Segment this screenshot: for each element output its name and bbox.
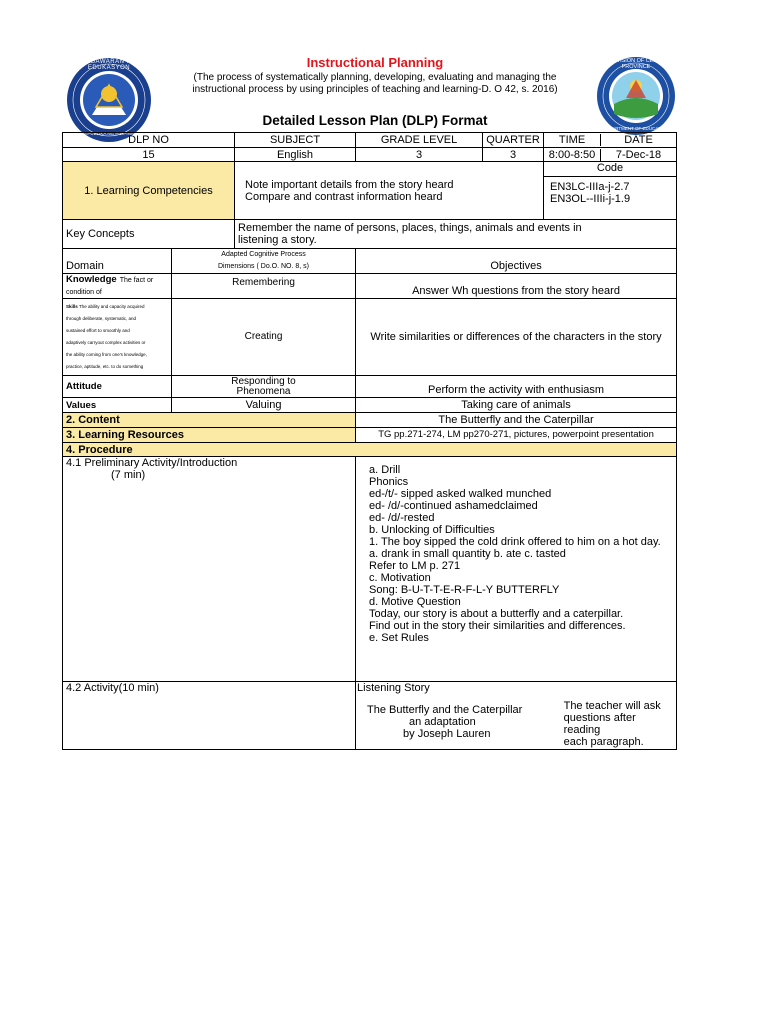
preliminary-activity-label-cell (63, 457, 356, 682)
deped-seal-text: KAGAWARAN NG EDUKASYON (81, 59, 137, 71)
knowledge-label: Knowledge (66, 274, 117, 285)
domain-label (63, 249, 172, 274)
attitude-level (172, 376, 356, 398)
deped-seal-bottom-text: REPUBLIKA NG PILIPINAS (81, 131, 137, 136)
knowledge-desc-1: The fact or (119, 277, 154, 284)
skills-desc-4: adaptively carryout complex activities or (66, 340, 146, 345)
prelim-line: Today, our story is about a butterfly and a caterpillar. (369, 608, 624, 620)
content-label: 2. Content (63, 413, 356, 428)
division-seal-bottom-text: DEPARTMENT OF EDUCATION (603, 126, 669, 131)
adapted-line-1: Adapted Cognitive Process (221, 251, 306, 258)
preliminary-activity-time: (7 min) (111, 469, 146, 481)
key-concepts-value (235, 220, 677, 249)
division-seal-text: DIVISION OF CEBU PROVINCE (610, 58, 662, 70)
code-label: Code (544, 162, 676, 177)
head-grade-level: GRADE LEVEL (356, 133, 483, 148)
head-date: DATE (624, 134, 653, 146)
head-dlp-no: DLP NO (63, 133, 235, 148)
learning-resources-label: 3. Learning Resources (63, 428, 356, 443)
header-subtitle-line-1: (The process of systematically planning, developing, evaluating and managing the (193, 72, 557, 83)
prelim-line: e. Set Rules (369, 632, 429, 644)
value-quarter: 3 (483, 148, 544, 162)
skills-objective: Write similarities or differences of the characters in the story (356, 299, 677, 376)
objectives-label-text: Objectives (490, 260, 542, 272)
values-label: Values (63, 398, 172, 413)
story-author: by Joseph Lauren (403, 728, 491, 740)
prelim-line: Song: B-U-T-T-E-R-F-L-Y BUTTERFLY (369, 584, 560, 596)
header-subtitle-line-2: instructional process by using principles of teaching and learning-D. O 42, s. 2016) (192, 84, 558, 95)
story-title: The Butterfly and the Caterpillar (367, 704, 523, 716)
prelim-line: a. Drill (369, 464, 401, 476)
learning-resources-value: TG pp.271-274, LM pp270-271, pictures, powerpoint presentation (356, 428, 677, 443)
skills-desc-3: sustained effort to smoothly and (66, 328, 130, 333)
head-time-date (544, 133, 677, 148)
skills-label: Skills (66, 304, 78, 309)
key-concepts-label: Key Concepts (63, 220, 235, 249)
prelim-line: 1. The boy sipped the cold drink offered to him on a hot day. (369, 536, 661, 548)
knowledge-desc-2: condition of (66, 289, 102, 296)
values-level: Valuing (172, 398, 356, 413)
code-2: EN3OL--IIIi-j-1.9 (550, 193, 631, 205)
dlp-table (62, 132, 677, 750)
head-subject: SUBJECT (235, 133, 356, 148)
value-dlp-no: 15 (63, 148, 235, 162)
head-quarter: QUARTER (483, 133, 544, 148)
prelim-line: Phonics (369, 476, 409, 488)
teacher-note-3: each paragraph. (563, 736, 644, 748)
value-time-date (544, 148, 677, 162)
attitude-objective: Perform the activity with enthusiasm (356, 376, 677, 398)
skills-desc-2: through deliberate, systematic, and (66, 316, 137, 321)
teacher-note-2: questions after reading (563, 712, 636, 736)
knowledge-level: Remembering (172, 274, 356, 299)
prelim-line: c. Motivation (369, 572, 431, 584)
domain-label-text: Domain (66, 260, 104, 272)
objectives-label (356, 249, 677, 274)
prelim-line: Refer to LM p. 271 (369, 560, 461, 572)
competency-1: Note important details from the story heard (245, 178, 454, 191)
skills-desc-5: the ability coming from one's knowledge, (66, 352, 147, 357)
competency-2: Compare and contrast information heard (245, 190, 443, 203)
skills-level: Creating (172, 299, 356, 376)
listening-story-label: Listening Story (357, 682, 430, 694)
skills-label-cell (63, 299, 172, 376)
attitude-level-1: Responding to (231, 375, 296, 387)
preliminary-activity-label: 4.1 Preliminary Activity/Introduction (66, 457, 238, 469)
knowledge-label-cell (63, 274, 172, 299)
procedure-label: 4. Procedure (63, 443, 677, 457)
skills-desc-6: practice, aptitude, etc. to do something (66, 364, 144, 369)
value-time: 8:00-8:50 (544, 149, 601, 161)
prelim-line: d. Motive Question (369, 596, 461, 608)
prelim-line: a. drank in small quantity b. ate c. tasted (369, 548, 566, 560)
head-time: TIME (544, 134, 601, 146)
value-subject: English (235, 148, 356, 162)
prelim-line: Find out in the story their similarities and differences. (369, 620, 626, 632)
activity-content (356, 682, 677, 750)
code-cell (544, 162, 677, 220)
knowledge-objective: Answer Wh questions from the story heard (356, 274, 677, 299)
activity-label: 4.2 Activity(10 min) (63, 682, 356, 750)
code-1: EN3LC-IIIa-j-2.7 (550, 181, 630, 193)
value-date: 7-Dec-18 (615, 148, 662, 161)
key-concepts-line-2: listening a story. (238, 234, 317, 246)
adapted-dimensions-label (172, 249, 356, 274)
adapted-line-2: Dimensions ( Do.O. NO. 8, s) (217, 263, 310, 270)
key-concepts-line-1: Remember the name of persons, places, things, animals and events in (238, 222, 582, 234)
teacher-note-1: The teacher will ask (563, 700, 661, 712)
content-value: The Butterfly and the Caterpillar (356, 413, 677, 428)
prelim-line: ed- /d/-continued ashamedclaimed (369, 500, 538, 512)
prelim-line: b. Unlocking of Difficulties (369, 524, 495, 536)
skills-desc-1: The ability and capacity acquired (78, 304, 145, 309)
document-title: Detailed Lesson Plan (DLP) Format (262, 113, 488, 128)
learning-competencies-label: 1. Learning Competencies (63, 162, 235, 220)
prelim-line: ed-/t/- sipped asked walked munched (369, 488, 552, 500)
attitude-level-2: Phenomena (236, 385, 291, 397)
attitude-label: Attitude (63, 376, 172, 398)
values-objective: Taking care of animals (356, 398, 677, 413)
preliminary-activity-content (356, 457, 677, 682)
value-grade-level: 3 (356, 148, 483, 162)
story-subtitle: an adaptation (409, 716, 476, 728)
learning-competencies-cell (235, 162, 544, 220)
prelim-line: ed- /d/-rested (369, 512, 435, 524)
instructional-planning-title: Instructional Planning (306, 55, 444, 70)
